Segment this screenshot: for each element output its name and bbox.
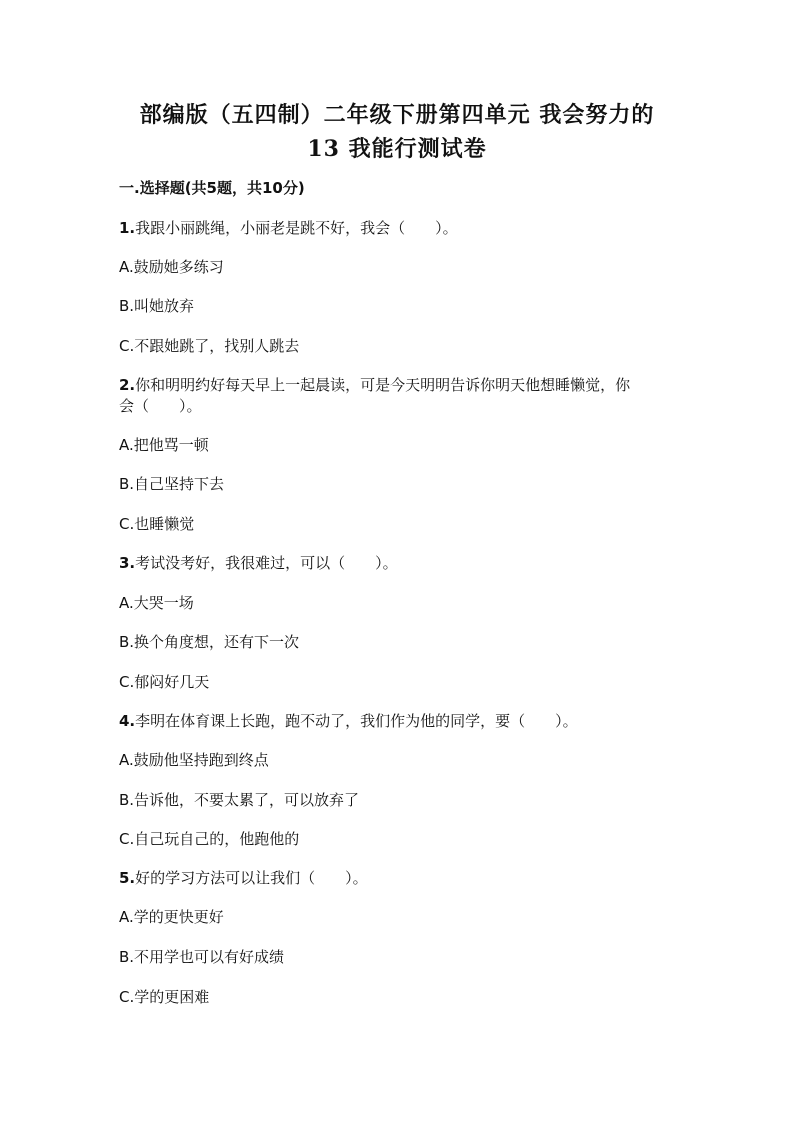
- question-5-option-b: B.不用学也可以有好成绩: [119, 948, 285, 966]
- exam-title-line-2: 13 我能行测试卷: [307, 136, 487, 162]
- question-5-number: 5.: [119, 869, 136, 887]
- question-3-stem: [119, 553, 398, 573]
- question-5-text: 好的学习方法可以让我们（ ）。: [135, 869, 368, 887]
- question-3-option-a: A.大哭一场: [119, 594, 194, 612]
- question-3-number: 3.: [119, 554, 136, 572]
- question-3-option-c: C.郁闷好几天: [119, 673, 210, 691]
- question-4-option-b: B.告诉他，不要太累了，可以放弃了: [119, 791, 360, 809]
- question-4-number: 4.: [119, 712, 136, 730]
- question-1-option-c: C.不跟她跳了，找别人跳去: [119, 337, 300, 355]
- question-2-stem: [119, 375, 630, 395]
- question-4-option-a: A.鼓励他坚持跑到终点: [119, 751, 269, 769]
- question-4-text: 李明在体育课上长跑，跑不动了，我们作为他的同学，要（ ）。: [135, 712, 578, 730]
- question-1-option-b: B.叫她放弃: [119, 297, 195, 315]
- question-4-option-c: C.自己玩自己的，他跑他的: [119, 830, 300, 848]
- section-heading: 一.选择题(共5题，共10分): [119, 179, 305, 197]
- question-1-number: 1.: [119, 219, 136, 237]
- question-1-option-a: A.鼓励她多练习: [119, 258, 224, 276]
- question-1-stem: [119, 218, 458, 238]
- question-2-number: 2.: [119, 376, 136, 394]
- question-2-option-a: A.把他骂一顿: [119, 436, 209, 454]
- question-5-stem: [119, 868, 368, 888]
- question-4-stem: [119, 711, 578, 731]
- question-2-text-line-2: 会（ ）。: [119, 397, 202, 415]
- question-2-text-line-1: 你和明明约好每天早上一起晨读，可是今天明明告诉你明天他想睡懒觉，你: [135, 376, 631, 394]
- exam-title-line-1: 部编版（五四制）二年级下册第四单元 我会努力的: [139, 102, 655, 128]
- question-1-text: 我跟小丽跳绳，小丽老是跳不好，我会（ ）。: [135, 219, 458, 237]
- question-3-option-b: B.换个角度想，还有下一次: [119, 633, 300, 651]
- question-5-option-a: A.学的更快更好: [119, 908, 224, 926]
- question-3-text: 考试没考好，我很难过，可以（ ）。: [135, 554, 398, 572]
- question-2-option-b: B.自己坚持下去: [119, 475, 225, 493]
- question-2-option-c: C.也睡懒觉: [119, 515, 195, 533]
- question-5-option-c: C.学的更困难: [119, 988, 210, 1006]
